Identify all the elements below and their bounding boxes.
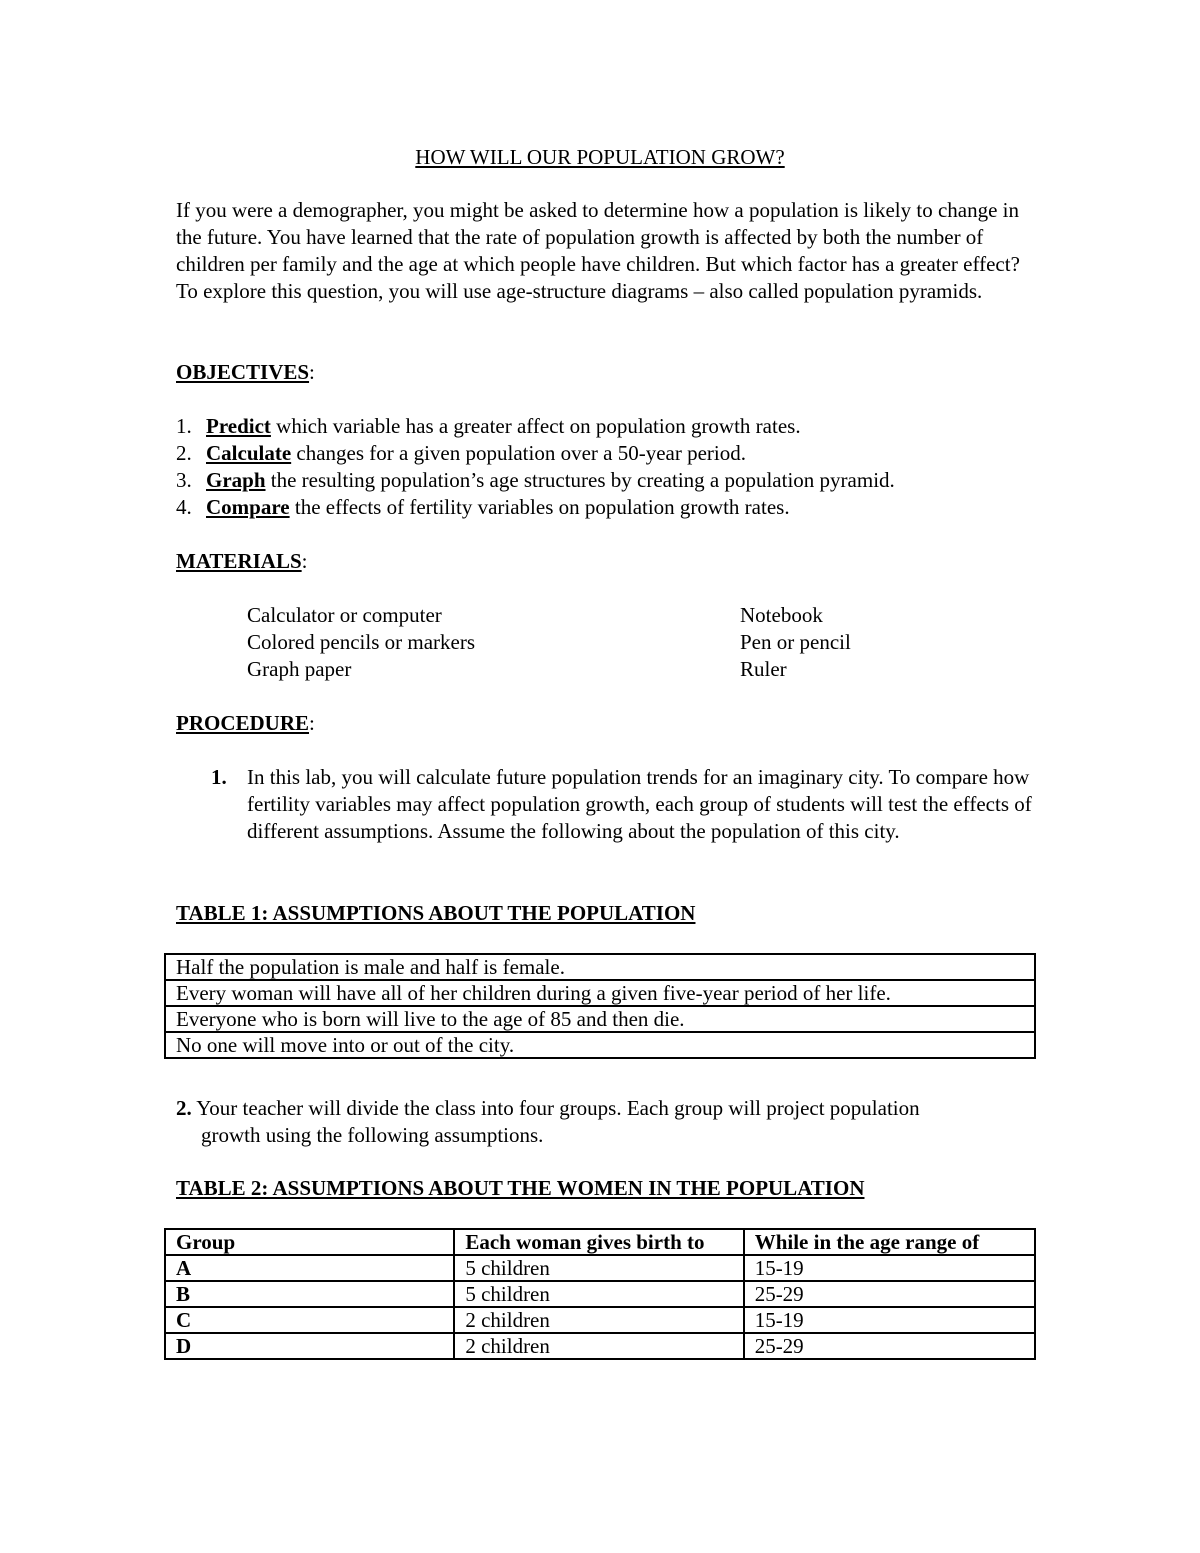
page-title: HOW WILL OUR POPULATION GROW? (415, 145, 785, 169)
materials-list (247, 602, 947, 683)
table-row: C 2 children 15-19 (165, 1307, 1035, 1333)
objectives-list (176, 413, 1036, 521)
table-row: Half the population is male and half is female. (165, 954, 1035, 980)
materials-row: Colored pencils or markers Pen or pencil (247, 630, 851, 654)
table-row: B 5 children 25-29 (165, 1281, 1035, 1307)
table-row: No one will move into or out of the city. (165, 1032, 1035, 1058)
procedure-heading-row: PROCEDURE: (176, 711, 315, 735)
materials-heading: MATERIALS (176, 549, 302, 573)
objective-item: 3. Graph the resulting population’s age structures by creating a population pyramid. (176, 468, 895, 492)
procedure-step-2: 2. Your teacher will divide the class into four groups. Each group will project population growth using the following assumptions. (176, 1096, 920, 1147)
procedure-heading: PROCEDURE (176, 711, 310, 735)
materials-row: Graph paper Ruler (247, 657, 787, 681)
materials-heading-row: MATERIALS: (176, 549, 308, 573)
table2-heading: TABLE 2: ASSUMPTIONS ABOUT THE WOMEN IN THE POPULATION (176, 1176, 865, 1200)
objectives-heading: OBJECTIVES (176, 360, 310, 384)
objectives-heading-row: OBJECTIVES: (176, 360, 315, 384)
table-row: A 5 children 15-19 (165, 1255, 1035, 1281)
table-row: Every woman will have all of her children during a given five-year period of her life. (165, 980, 1035, 1006)
intro-paragraph: If you were a demographer, you might be asked to determine how a population is likely to change in the future. You have learned that the rate of population growth is affected by both the number of children per family and the age at which people have children. But which factor has a greater effect? To explore this question, you will use age-structure diagrams – also called population pyramids. (176, 198, 1020, 303)
assumptions-women-table (164, 1228, 1036, 1360)
table-row: Everyone who is born will live to the age of 85 and then die. (165, 1006, 1035, 1032)
objective-item: 1. Predict which variable has a greater affect on population growth rates. (176, 414, 801, 438)
table-row: D 2 children 25-29 (165, 1333, 1035, 1359)
objective-item: 4. Compare the effects of fertility variables on population growth rates. (176, 495, 790, 519)
procedure-step-1: 1. In this lab, you will calculate future population trends for an imaginary city. To compare how fertility variables may affect population growth, each group of students will test the effects of different assumptions. Assume the following about the population of this city. (211, 765, 1032, 843)
table-header-row: Group Each woman gives birth to While in the age range of (165, 1229, 1035, 1255)
assumptions-population-table (164, 953, 1036, 1059)
objective-item: 2. Calculate changes for a given population over a 50-year period. (176, 441, 746, 465)
table1-heading: TABLE 1: ASSUMPTIONS ABOUT THE POPULATION (176, 901, 696, 925)
materials-row: Calculator or computer Notebook (247, 603, 823, 627)
